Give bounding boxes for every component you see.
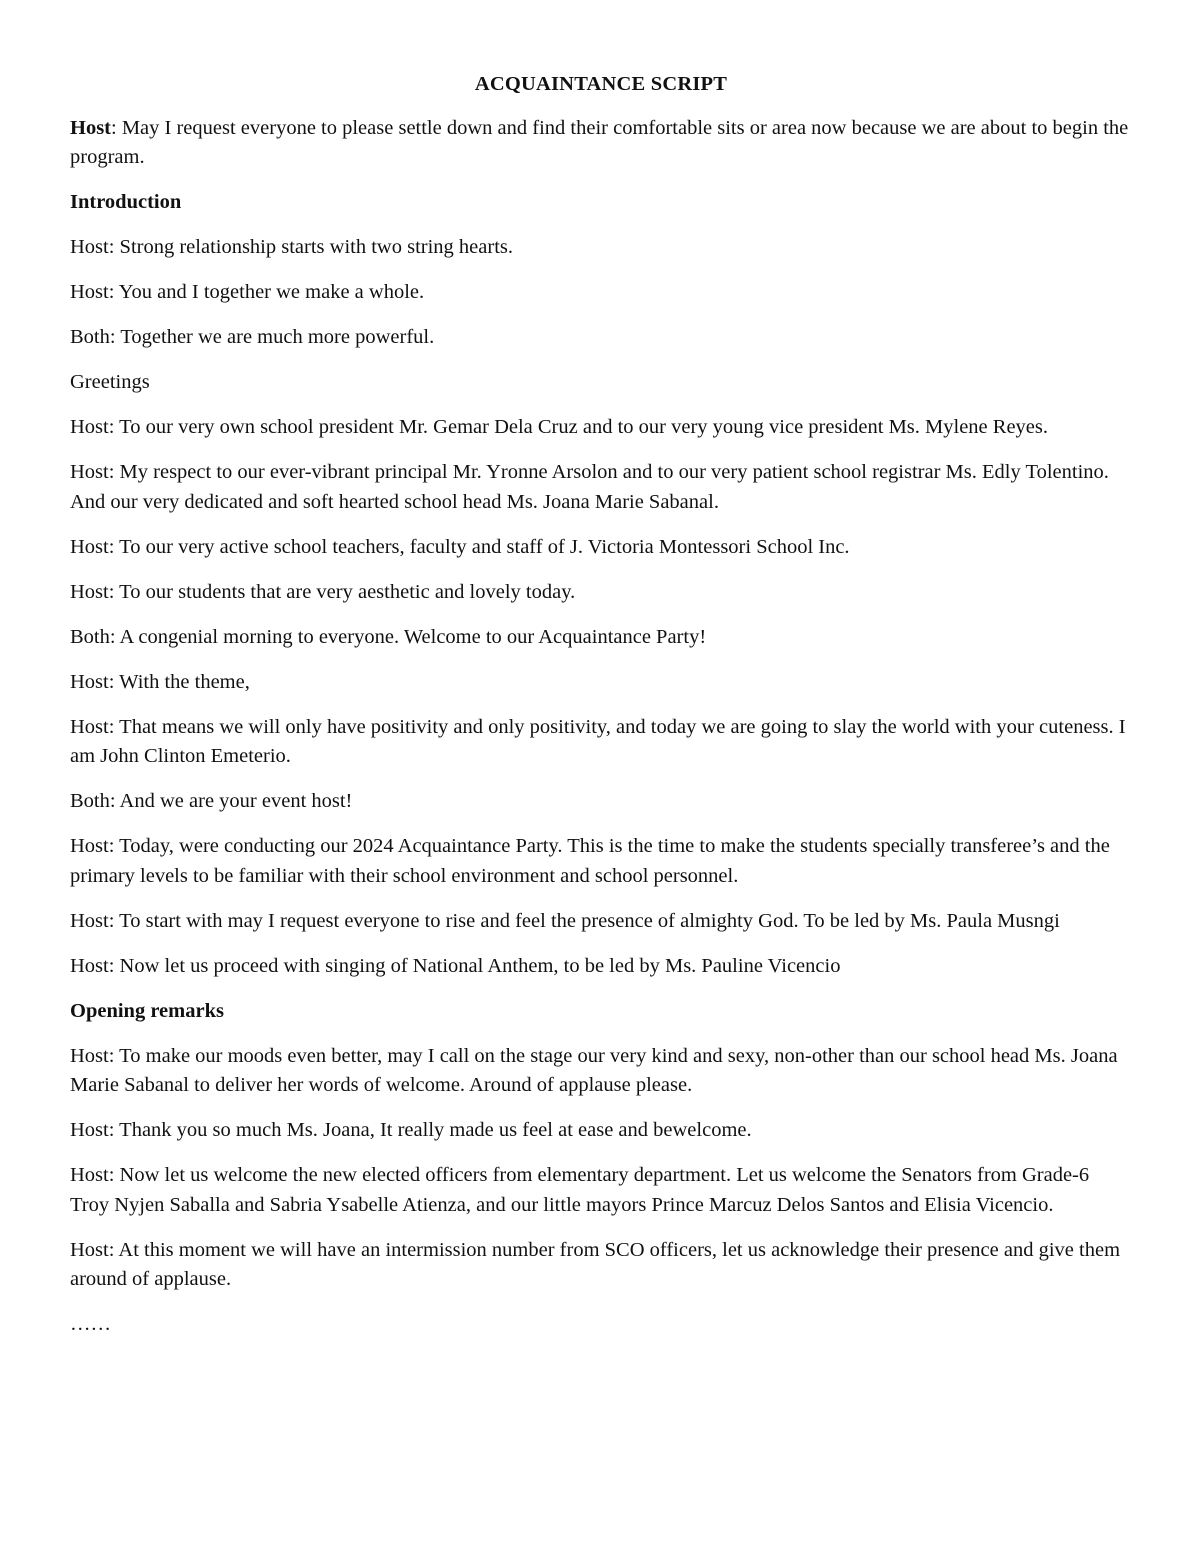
- script-line: Host: You and I together we make a whole.: [70, 281, 425, 303]
- script-line: Host: Now let us welcome the new elected officers from elementary department. Let us welcome the Senators from Grade-6 Troy Nyjen Saballa and Sabria Ysabelle Atienza, and our little mayors Prince Marcuz Delos Santos and Elisia Vicencio.: [70, 1164, 1090, 1216]
- script-line: Host: That means we will only have positivity and only positivity, and today we are going to slay the world with your cuteness. I am John Clinton Emeterio.: [70, 715, 1126, 767]
- script-line: Host: To our very own school president Mr. Gemar Dela Cruz and to our very young vice president Ms. Mylene Reyes.: [70, 416, 1048, 438]
- script-line: Host: To our very active school teachers, faculty and staff of J. Victoria Montessori School Inc.: [70, 535, 850, 558]
- script-line: Host: Now let us proceed with singing of National Anthem, to be led by Ms. Pauline Vicencio: [70, 954, 841, 977]
- script-line: Host: To make our moods even better, may I call on the stage our very kind and sexy, non-other than our school head Ms. Joana Marie Sabanal to deliver her words of welcome. Around of applause please.: [70, 1044, 1118, 1096]
- script-line: Host: Today, were conducting our 2024 Acquaintance Party. This is the time to make the students specially transferee’s and the primary levels to be familiar with their school environment and school personnel.: [70, 835, 1110, 887]
- script-line: Both: Together we are much more powerful.: [70, 326, 435, 348]
- opening-text: : May I request everyone to please settle down and find their comfortable sits or area now because we are about to begin the program.: [70, 116, 1129, 168]
- greetings-heading: Greetings: [70, 371, 150, 393]
- script-line: Host: Strong relationship starts with two string hearts.: [70, 236, 513, 258]
- opening-speaker: Host: [70, 116, 111, 139]
- script-line: Both: A congenial morning to everyone. Welcome to our Acquaintance Party!: [70, 625, 707, 648]
- document-page: [70, 70, 1132, 1355]
- script-line: Host: To start with may I request everyone to rise and feel the presence of almighty God. To be led by Ms. Paula Musngi: [70, 909, 1060, 932]
- script-line: Host: To our students that are very aesthetic and lovely today.: [70, 580, 576, 603]
- opening-line: [70, 114, 1132, 173]
- script-line: Host: At this moment we will have an intermission number from SCO officers, let us acknowledge their presence and give them around of applause.: [70, 1238, 1121, 1290]
- document-title: ACQUAINTANCE SCRIPT: [474, 73, 728, 95]
- opening-remarks-heading: Opening remarks: [70, 999, 224, 1022]
- script-line: Host: My respect to our ever-vibrant principal Mr. Yronne Arsolon and to our very patient school registrar Ms. Edly Tolentino. And our very dedicated and soft hearted school head Ms. Joana Marie Sabanal.: [70, 461, 1109, 513]
- script-line: Host: Thank you so much Ms. Joana, It really made us feel at ease and bewelcome.: [70, 1119, 752, 1141]
- script-line: Host: With the theme,: [70, 670, 250, 693]
- introduction-heading: Introduction: [70, 191, 182, 213]
- trailing-ellipsis: ……: [70, 1313, 111, 1335]
- script-line: Both: And we are your event host!: [70, 790, 353, 812]
